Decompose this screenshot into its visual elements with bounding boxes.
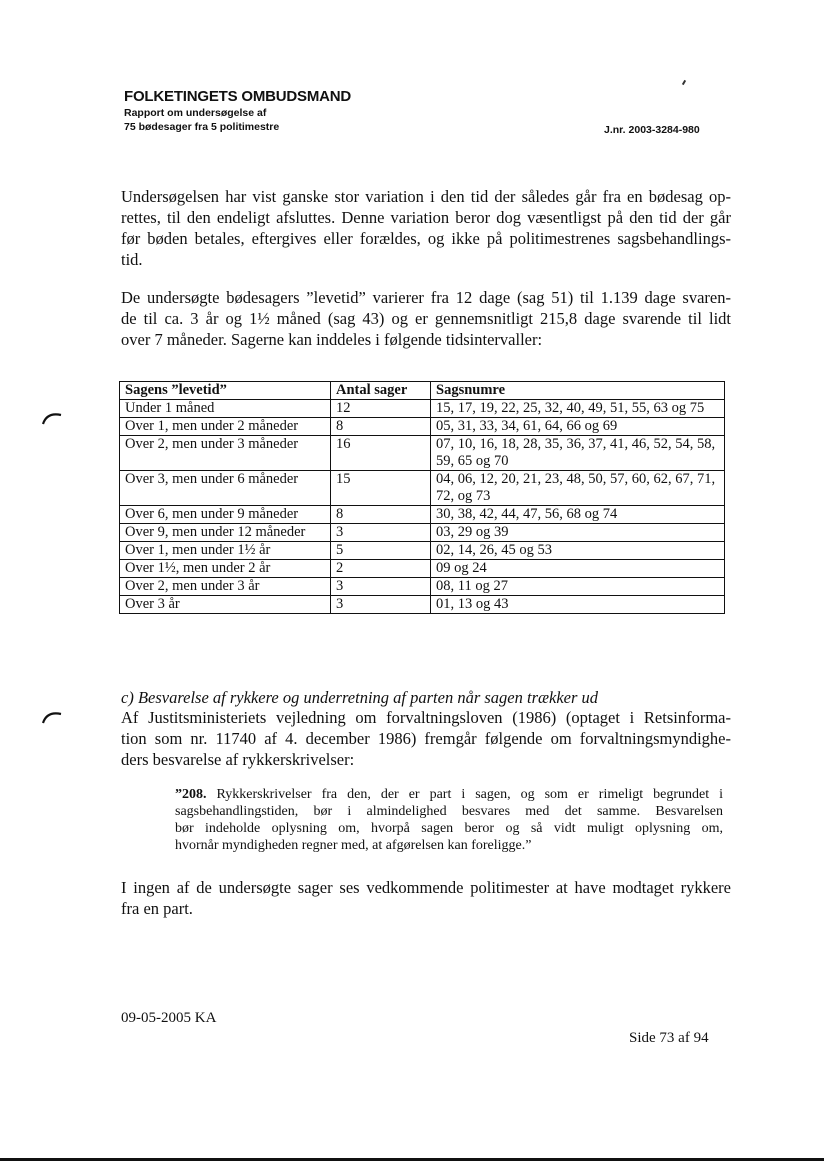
paragraph-line: De undersøgte bødesagers ”levetid” varierer fra 12 dage (sag 51) til 1.139 dage svaren- <box>121 288 731 307</box>
quote-line: bør indeholde oplysning om, hvorpå sagen beror og så vidt muligt oplysning om, <box>175 821 723 836</box>
org-title: FOLKETINGETS OMBUDSMAND <box>124 88 352 105</box>
cell-interval: Under 1 måned <box>120 400 331 418</box>
paragraph-line: Undersøgelsen har vist ganske stor variation i den tid der således går fra en bødesag op- <box>121 187 731 206</box>
cell-count: 5 <box>331 542 431 560</box>
table-row <box>120 506 725 524</box>
paragraph-line: tion som nr. 11740 af 4. december 1986) fremgår følgende om forvaltningsmyndighe- <box>121 729 731 748</box>
quote-line <box>175 786 723 803</box>
cell-interval: Over 9, men under 12 måneder <box>120 524 331 542</box>
paragraph-line: tid. <box>121 250 143 269</box>
paragraph-line: ders besvarelse af rykkerskrivelser: <box>121 750 355 769</box>
report-subtitle-2: 75 bødesager fra 5 politimestre <box>124 121 280 133</box>
cell-interval: Over 2, men under 3 år <box>120 578 331 596</box>
cell-numbers: 08, 11 og 27 <box>431 578 725 596</box>
paragraph-line: rettes, til den endeligt afsluttes. Denne variation beror dog væsentligst på den tid der går <box>121 208 731 227</box>
journal-number: J.nr. 2003-3284-980 <box>604 124 700 136</box>
cell-count: 16 <box>331 436 431 471</box>
header-sagsnumre: Sagsnumre <box>431 382 725 400</box>
table-row <box>120 596 725 614</box>
report-subtitle-1: Rapport om undersøgelse af <box>124 107 267 119</box>
cell-interval: Over 3, men under 6 måneder <box>120 471 331 506</box>
cell-numbers: 09 og 24 <box>431 560 725 578</box>
levetid-table <box>119 381 725 614</box>
quote-text: Rykkerskrivelser fra den, der er part i sagen, og som er rimeligt begrundet i <box>206 787 723 802</box>
header-antal-sager: Antal sager <box>331 382 431 400</box>
cell-numbers: 01, 13 og 43 <box>431 596 725 614</box>
quote-line: hvornår myndigheden regner med, at afgørelsen kan foreligge.” <box>175 838 532 853</box>
cell-count: 8 <box>331 418 431 436</box>
quote-line: sagsbehandlingstiden, bør i almindelighed besvares med det samme. Besvarelsen <box>175 804 723 819</box>
cell-interval: Over 1, men under 1½ år <box>120 542 331 560</box>
margin-mark-icon <box>41 409 63 425</box>
cell-count: 8 <box>331 506 431 524</box>
table-row <box>120 524 725 542</box>
paragraph-line: Af Justitsministeriets vejledning om forvaltningsloven (1986) (optaget i Retsinforma- <box>121 708 731 727</box>
cell-numbers: 07, 10, 16, 18, 28, 35, 36, 37, 41, 46, 52, 54, 58, 59, 65 og 70 <box>431 436 725 471</box>
paragraph-line: de til ca. 3 år og 1½ måned (sag 43) og er gennemsnitligt 215,8 dage svarende til lidt <box>121 309 731 328</box>
table-row <box>120 560 725 578</box>
table-row <box>120 578 725 596</box>
table-row <box>120 471 725 506</box>
paragraph-line: fra en part. <box>121 899 193 918</box>
scan-speck <box>682 80 686 85</box>
table-row <box>120 400 725 418</box>
table-row <box>120 436 725 471</box>
quote-number: ”208. <box>175 787 207 802</box>
footer-date: 09-05-2005 KA <box>121 1010 217 1026</box>
cell-interval: Over 1½, men under 2 år <box>120 560 331 578</box>
cell-count: 12 <box>331 400 431 418</box>
cell-numbers: 02, 14, 26, 45 og 53 <box>431 542 725 560</box>
margin-mark-icon <box>41 708 63 724</box>
quote-block <box>175 786 723 854</box>
section-c-heading: c) Besvarelse af rykkere og underretning af parten når sagen trækker ud <box>121 688 599 707</box>
cell-interval: Over 2, men under 3 måneder <box>120 436 331 471</box>
cell-interval: Over 3 år <box>120 596 331 614</box>
paragraph-2 <box>121 287 731 350</box>
table-row <box>120 418 725 436</box>
page-number: Side 73 af 94 <box>629 1030 709 1046</box>
header-levetid: Sagens ”levetid” <box>120 382 331 400</box>
cell-interval: Over 1, men under 2 måneder <box>120 418 331 436</box>
cell-count: 3 <box>331 524 431 542</box>
paragraph-line: før bøden betales, eftergives eller forældes, og ikke på politimestrenes sagsbehandlings- <box>121 229 731 248</box>
paragraph-line: I ingen af de undersøgte sager ses vedkommende politimester at have modtaget rykkere <box>121 878 731 897</box>
cell-count: 3 <box>331 596 431 614</box>
cell-count: 2 <box>331 560 431 578</box>
cell-numbers: 05, 31, 33, 34, 61, 64, 66 og 69 <box>431 418 725 436</box>
cell-numbers: 04, 06, 12, 20, 21, 23, 48, 50, 57, 60, 62, 67, 71, 72, og 73 <box>431 471 725 506</box>
table-row <box>120 542 725 560</box>
paragraph-3 <box>121 707 731 770</box>
cell-numbers: 15, 17, 19, 22, 25, 32, 40, 49, 51, 55, 63 og 75 <box>431 400 725 418</box>
paragraph-line: over 7 måneder. Sagerne kan inddeles i følgende tidsintervaller: <box>121 330 543 349</box>
cell-count: 3 <box>331 578 431 596</box>
table-header-row <box>120 382 725 400</box>
cell-interval: Over 6, men under 9 måneder <box>120 506 331 524</box>
bottom-rule <box>0 1158 824 1161</box>
paragraph-1 <box>121 186 731 270</box>
cell-numbers: 30, 38, 42, 44, 47, 56, 68 og 74 <box>431 506 725 524</box>
cell-numbers: 03, 29 og 39 <box>431 524 725 542</box>
cell-count: 15 <box>331 471 431 506</box>
paragraph-4 <box>121 877 731 919</box>
